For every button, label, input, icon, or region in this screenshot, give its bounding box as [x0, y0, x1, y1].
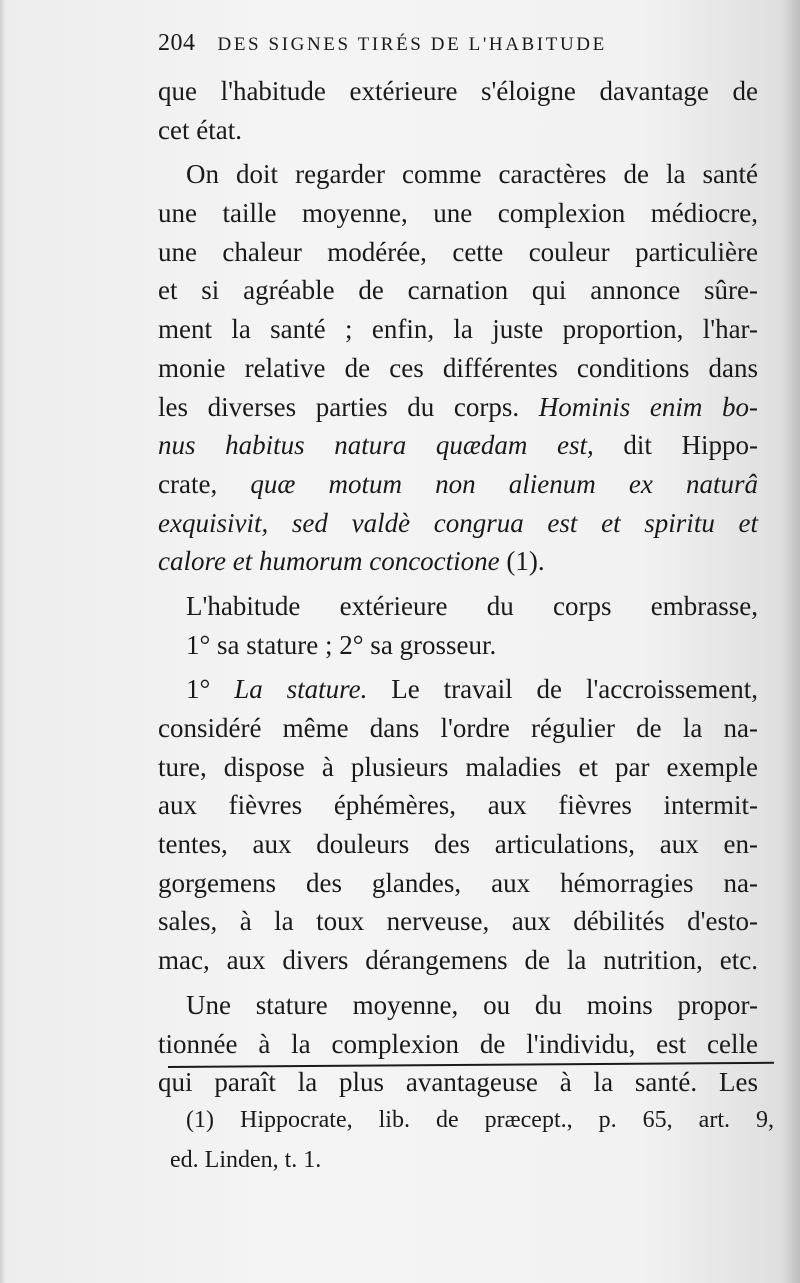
- text-line: mac, aux divers dérangemens de la nutrition, etc.: [158, 945, 758, 976]
- text-line: et si agréable de carnation qui annonce sûre-: [158, 275, 758, 306]
- text-line: que l'habitude extérieure s'éloigne davantage de: [158, 76, 758, 106]
- paragraph-start-line: On doit regarder comme caractères de la santé: [186, 159, 758, 190]
- page-number: 204: [158, 30, 196, 56]
- footnote-line: ed. Linden, t. 1.: [170, 1147, 322, 1173]
- text-line: aux fièvres éphémères, aux fièvres intermit-: [158, 790, 758, 821]
- section-title: La stature.: [234, 674, 368, 705]
- text-line: ment la santé ; enfin, la juste proportion, l'har-: [158, 314, 758, 345]
- footnote-reference: (1).: [506, 546, 545, 577]
- text-line: [158, 504, 758, 543]
- body-text: [158, 72, 758, 1102]
- text-line: gorgemens des glandes, aux hémorragies na-: [158, 867, 758, 898]
- text-line: [158, 542, 758, 581]
- paragraph-start-line: Une stature moyenne, ou du moins propor-: [186, 989, 758, 1020]
- text-line: crate, quæ motum non alienum ex naturâ: [158, 468, 758, 499]
- text-line: une taille moyenne, une complexion médiocre,: [158, 198, 758, 229]
- text-line: ture, dispose à plusieurs maladies et par exemple: [158, 751, 758, 782]
- paragraph-start-line: 1° La stature. Le travail de l'accroissement,: [186, 674, 758, 705]
- text-line: qui paraît la plus avantageuse à la santé. Les: [158, 1067, 758, 1098]
- footnote-line: (1) Hippocrate, lib. de præcept., p. 65, art. 9,: [186, 1107, 774, 1133]
- text-line: nus habitus natura quædam est, dit Hippo-: [158, 430, 759, 461]
- latin-quote: quæ motum non alienum ex naturâ: [250, 468, 758, 499]
- running-head: DES SIGNES TIRÉS DE L'HABITUDE: [217, 34, 607, 55]
- text-line: sales, à la toux nerveuse, aux débilités d'esto-: [158, 906, 758, 937]
- text-line: les diverses parties du corps. Hominis enim bo-: [158, 391, 759, 422]
- latin-quote: calore et humorum concoctione: [158, 546, 500, 577]
- latin-quote: nus habitus natura quædam est,: [158, 430, 594, 461]
- text-line: tentes, aux douleurs des articulations, aux en-: [158, 829, 758, 860]
- latin-quote: Hominis enim bo-: [538, 391, 759, 422]
- text-line: considéré même dans l'ordre régulier de la na-: [158, 713, 758, 743]
- text-line: tionnée à la complexion de l'individu, est celle: [158, 1028, 758, 1059]
- page-header: [158, 30, 758, 66]
- text-line: monie relative de ces différentes conditions dans: [158, 352, 758, 383]
- text-line: 1° sa stature ; 2° sa grosseur.: [186, 629, 497, 660]
- latin-quote: exquisivit, sed valdè congrua est et spiritu et: [158, 507, 758, 538]
- text-line: cet état.: [158, 114, 242, 145]
- paragraph-start-line: L'habitude extérieure du corps embrasse,: [186, 590, 758, 621]
- text-line: une chaleur modérée, cette couleur particulière: [158, 236, 758, 267]
- footnote: [170, 1100, 786, 1180]
